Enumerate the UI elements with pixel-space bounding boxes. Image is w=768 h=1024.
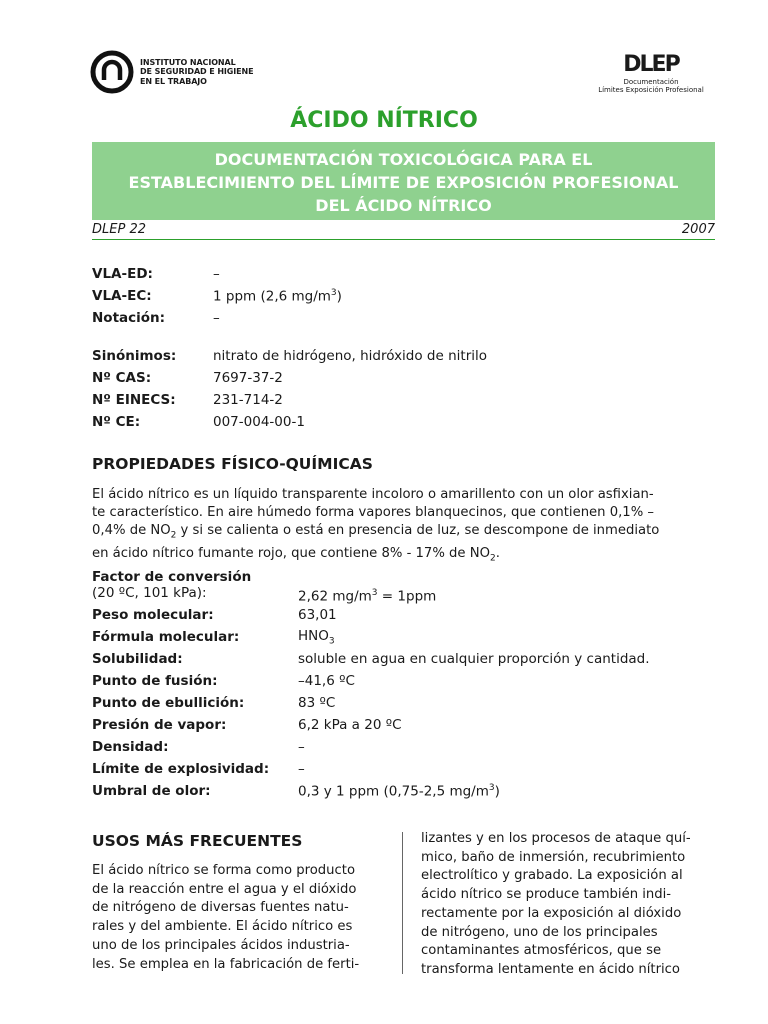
limit-row: VLA-ED: –	[92, 266, 220, 282]
page-title: ÁCIDO NÍTRICO	[290, 108, 478, 133]
institute-logo	[90, 50, 253, 94]
dlep-logo	[586, 54, 716, 94]
identifier-row: Nº EINECS: 231-714-2	[92, 392, 283, 408]
property-row: Punto de fusión: –41,6 ºC	[92, 673, 355, 689]
exposure-limits	[92, 263, 342, 329]
reference-line	[92, 222, 715, 240]
properties-table	[92, 604, 650, 802]
column-divider	[402, 832, 403, 974]
property-row: Umbral de olor: 0,3 y 1 ppm (0,75-2,5 $mg/m^3$)	[92, 782, 500, 800]
physchem-heading: PROPIEDADES FÍSICO-QUÍMICAS	[92, 455, 373, 473]
institute-emblem-icon	[90, 50, 134, 94]
limit-row: Notación: –	[92, 310, 220, 326]
property-row: Densidad: –	[92, 739, 305, 755]
uses-heading: USOS MÁS FRECUENTES	[92, 832, 303, 850]
uses-right-column: lizantes y en los procesos de ataque quí- mico, baño de inmersión, recubrimiento electrolítico y grabado. La exposición al ácido nítrico se produce también indi- rectamente por la exposición al dióxido de nitrógeno, uno de los principales contaminantes atmosféricos, que se transforma lentamente en ácido nítrico	[421, 831, 691, 977]
document-banner: DOCUMENTACIÓN TOXICOLÓGICA PARA EL ESTABLECIMIENTO DEL LÍMITE DE EXPOSICIÓN PROFESIONAL DEL ÁCIDO NÍTRICO	[92, 142, 715, 220]
identifier-row: Sinónimos: nitrato de hidrógeno, hidróxido de nitrilo	[92, 348, 488, 364]
chemical-identifiers	[92, 345, 487, 433]
dlep-logo-text: DLEP	[623, 52, 679, 77]
identifier-row: Nº CE: 007-004-00-1	[92, 414, 305, 430]
uses-left-column: El ácido nítrico se forma como producto de la reacción entre el agua y el dióxido de nitrógeno de diversas fuentes natu- rales y del ambiente. El ácido nítrico es uno de los principales ácidos industria- les. Se emplea en la fabricación de ferti-	[92, 863, 360, 972]
property-row: Punto de ebullición: 83 ºC	[92, 695, 336, 711]
dlep-subtitle: Documentación Límites Exposición Profesional	[598, 78, 704, 94]
institute-name: INSTITUTO NACIONAL DE SEGURIDAD E HIGIENE EN EL TRABAJO	[140, 57, 254, 86]
property-row: Presión de vapor: 6,2 kPa a 20 ºC	[92, 717, 402, 733]
physchem-intro: El ácido nítrico es un líquido transparente incoloro o amarillento con un olor asfixian- te característico. En aire húmedo forma vapores blanquecinos, que contienen 0,1% – 0,4% de $NO_2$ y si se calienta o está en presencia de luz, se descompone de inmediato en ácido nítrico fumante rojo, que contiene 8% - 17% de $NO_2$.	[92, 487, 660, 564]
document-year: 2007	[681, 222, 715, 237]
property-row: Peso molecular: 63,01	[92, 607, 337, 623]
property-row: Solubilidad: soluble en agua en cualquier proporción y cantidad.	[92, 651, 650, 667]
property-row: Límite de explosividad: –	[92, 761, 305, 777]
conversion-factor: Factor de conversión (20 ºC, 101 kPa): 2,62 $mg/m^3 = 1ppm$	[92, 569, 437, 605]
identifier-row: Nº CAS: 7697-37-2	[92, 370, 283, 386]
property-row: Fórmula molecular: $HNO_3$	[92, 627, 335, 647]
document-code: DLEP 22	[92, 222, 146, 237]
limit-row: VLA-EC: 1 ppm (2,6 $mg/m^3$)	[92, 287, 342, 305]
